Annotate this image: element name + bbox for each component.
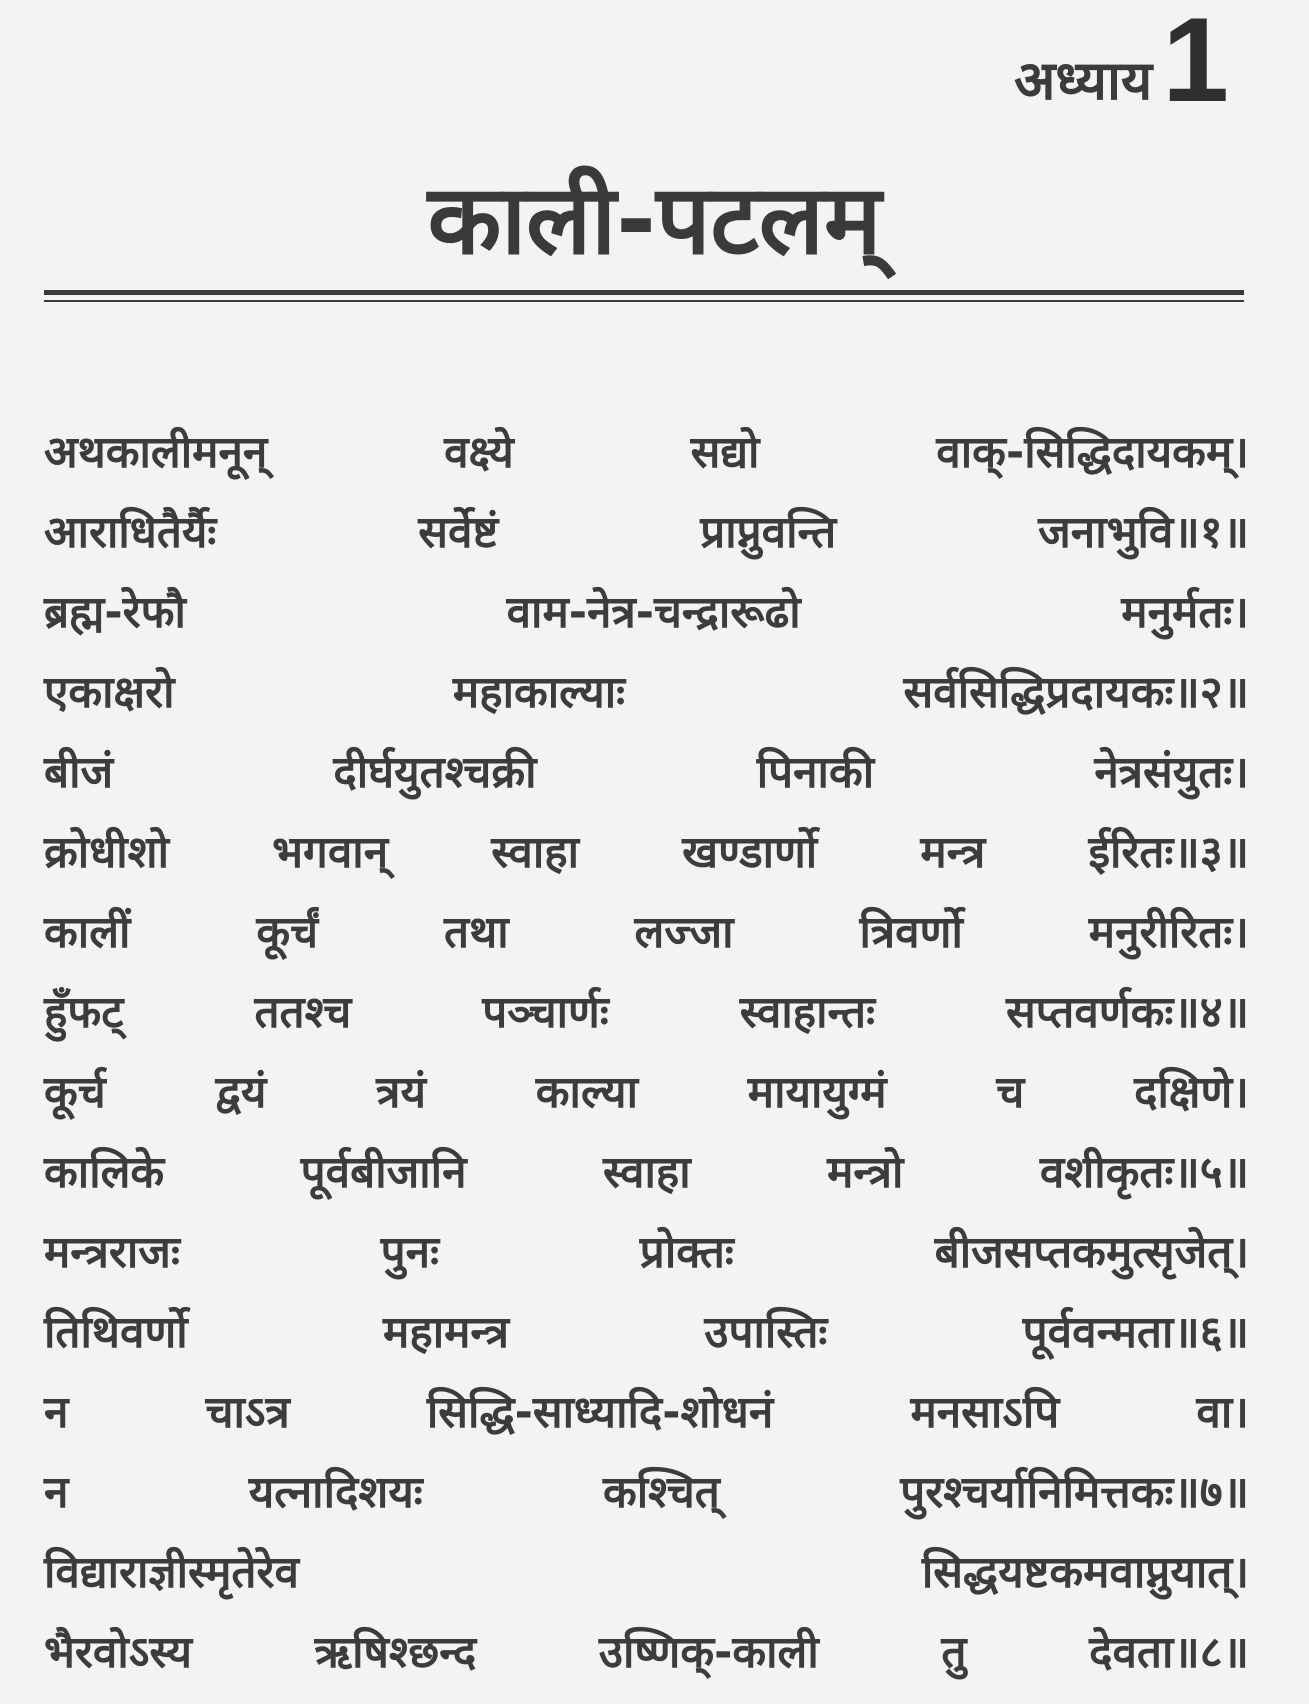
verse-word: प्रोक्तः (639, 1227, 734, 1278)
verse-word: कालीं (44, 907, 131, 958)
verse-word: मन्त्रराजः (44, 1227, 180, 1278)
verse-word: मन्त्रो (827, 1147, 904, 1198)
verse-word: च (996, 1067, 1025, 1118)
divider-thin-line (44, 300, 1244, 302)
verse-line (44, 410, 1249, 490)
verse-word: महाकाल्याः (452, 667, 626, 718)
verse-line (44, 1210, 1249, 1290)
chapter-heading (1014, 0, 1229, 127)
verse-word: पूर्ववन्मता॥६॥ (1022, 1307, 1249, 1358)
verse-word: स्वाहा (602, 1147, 691, 1198)
verse-word: वाक्-सिद्धिदायकम्। (936, 427, 1249, 478)
verse-word: सद्यो (690, 427, 760, 478)
verse-word: पुरश्चर्यानिमित्तकः॥७॥ (900, 1467, 1249, 1518)
verse-word: हुँफट् (44, 987, 124, 1038)
verse-word: ईरितः॥३॥ (1088, 827, 1249, 878)
verse-word: कालिके (44, 1147, 165, 1198)
verse-word: पूर्वबीजानि (300, 1147, 467, 1198)
verse-line (44, 810, 1249, 890)
verse-word: भैरवोऽस्य (44, 1627, 192, 1678)
chapter-number: 1 (1162, 0, 1229, 127)
verse-line (44, 1530, 1249, 1610)
verse-word: प्राप्नुवन्ति (700, 507, 837, 558)
verse-line (44, 1370, 1249, 1450)
verse-word: सर्वेष्टं (418, 507, 499, 558)
verse-word: दीर्घयुतश्चक्री (333, 747, 537, 798)
verse-line (44, 890, 1249, 970)
verse-word: ऋषिश्छन्द (314, 1627, 477, 1678)
verse-word: मनुर्मतः। (1121, 587, 1249, 638)
verse-word: तथा (444, 907, 509, 958)
verse-word: वक्ष्ये (444, 427, 514, 478)
verse-word: बीजं (44, 747, 114, 798)
verse-word: देवता॥८॥ (1089, 1627, 1249, 1678)
title-divider (44, 290, 1244, 304)
verse-word: लज्जा (634, 907, 734, 958)
verse-word: आराधितैर्यैः (44, 507, 217, 558)
chapter-label: अध्याय (1014, 49, 1153, 112)
verse-word: उष्णिक्-काली (598, 1627, 819, 1678)
verse-word: पुनः (380, 1227, 439, 1278)
verse-word: बीजसप्तकमुत्सृजेत्। (934, 1227, 1249, 1278)
verse-word: अथकालीमनून् (44, 427, 268, 478)
verse-word: क्रोधीशो (44, 827, 169, 878)
verse-line (44, 1450, 1249, 1530)
verse-line (44, 570, 1249, 650)
verse-word: एकाक्षरो (44, 667, 175, 718)
verse-word: मायायुग्मं (747, 1067, 887, 1118)
verse-word: दक्षिणे। (1134, 1067, 1249, 1118)
verse-word: न (44, 1467, 69, 1518)
page-title: काली-पटलम् (427, 164, 882, 276)
verse-line (44, 970, 1249, 1050)
verse-word: नेत्रसंयुतः। (1094, 747, 1249, 798)
verse-word: तिथिवर्णो (44, 1307, 188, 1358)
verse-word: सिद्धयष्टकमवाप्नुयात्। (921, 1547, 1249, 1598)
verse-line (44, 490, 1249, 570)
verse-word: कश्चित् (602, 1467, 720, 1518)
verse-word: त्रिवर्णो (859, 907, 963, 958)
verse-word: स्वाहा (491, 827, 580, 878)
verse-word: वशीकृतः॥५॥ (1039, 1147, 1249, 1198)
verse-line (44, 1290, 1249, 1370)
verse-word: सर्वसिद्धिप्रदायकः॥२॥ (903, 667, 1249, 718)
verse-word: यत्नादिशयः (248, 1467, 423, 1518)
verse-word: वा। (1196, 1387, 1249, 1438)
verse-word: विद्याराज्ञीस्मृतेरेव (44, 1547, 299, 1598)
verse-word: मनुरीरितः। (1088, 907, 1249, 958)
verse-line (44, 1130, 1249, 1210)
verse-word: द्वयं (215, 1067, 267, 1118)
verse-word: काल्या (535, 1067, 638, 1118)
verse-word: मनसाऽपि (910, 1387, 1060, 1438)
verse-word: सप्तवर्णकः॥४॥ (1006, 987, 1249, 1038)
verse-line (44, 730, 1249, 810)
verse-word: पिनाकी (756, 747, 875, 798)
verse-word: चाऽत्र (205, 1387, 290, 1438)
verse-word: तु (941, 1627, 967, 1678)
verse-word: खण्डार्णो (682, 827, 818, 878)
verse-word: न (44, 1387, 69, 1438)
verse-word: जनाभुवि॥१॥ (1038, 507, 1249, 558)
verse-word: भगवान् (272, 827, 389, 878)
verse-word: मन्त्र (920, 827, 986, 878)
verse-line (44, 1610, 1249, 1690)
verse-word: त्रयं (376, 1067, 426, 1118)
verse-word: उपास्तिः (704, 1307, 828, 1358)
verse-word: सिद्धि-साध्यादि-शोधनं (426, 1387, 774, 1438)
verse-word: स्वाहान्तः (739, 987, 876, 1038)
verse-word: ततश्च (254, 987, 352, 1038)
verse-word: कूर्च (44, 1067, 106, 1118)
verse-word: ब्रह्म-रेफौ (44, 587, 186, 638)
verse-block (44, 410, 1249, 1690)
verse-word: वाम-नेत्र-चन्द्रारूढो (506, 587, 801, 638)
verse-line (44, 650, 1249, 730)
verse-word: पञ्चार्णः (482, 987, 609, 1038)
verse-word: महामन्त्र (383, 1307, 509, 1358)
divider-thick-line (44, 290, 1244, 295)
verse-line (44, 1050, 1249, 1130)
verse-word: कूर्चं (256, 907, 319, 958)
